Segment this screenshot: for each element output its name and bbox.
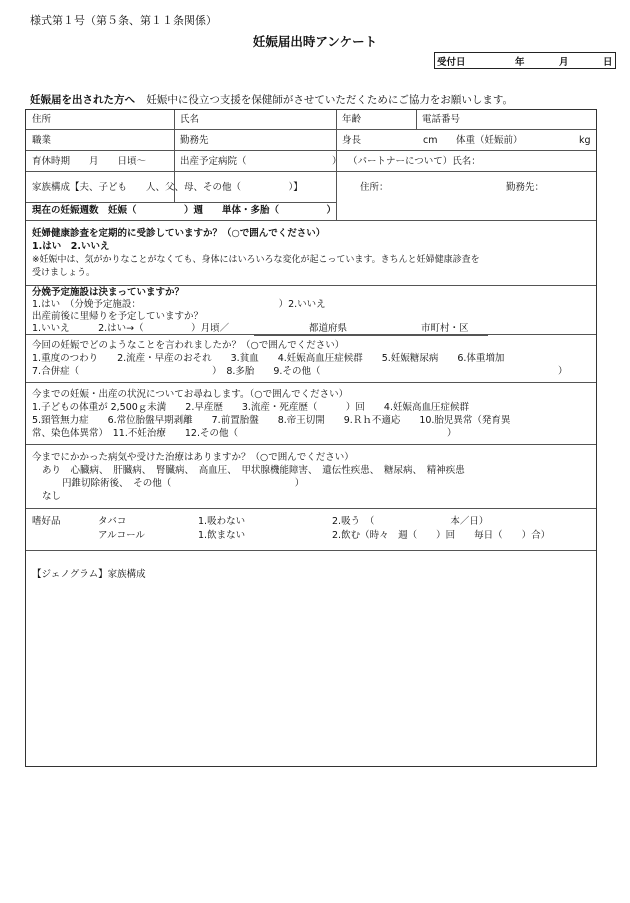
row-divider — [26, 202, 337, 203]
partner-address-label: 住所： — [360, 182, 389, 193]
delivery-facility-options: 1.はい （分娩予定施設： ）2.いいえ — [32, 299, 326, 310]
illness-options-1: あり 心臓病、 肝臓病、 腎臓病、 高血圧、 甲状腺機能障害、 遺伝性疾患、 糖尿病、 精神疾患 — [42, 465, 465, 476]
weight-label: 体重（妊娠前） — [456, 135, 523, 146]
return-home-options: 1.いいえ 2.はい→（ ）月頃／ — [32, 323, 230, 334]
name-label: 氏名 — [180, 114, 200, 125]
tobacco-option-2: 2.吸う （ 本／日） — [332, 516, 489, 527]
past-pregnancy-options-1: 1.子どもの体重が 2,500ｇ未満 2.早産歴 3.流産・死産歴（ ）回 4.妊娠高血圧症候群 — [32, 402, 469, 413]
row-divider — [26, 508, 596, 509]
occupation-label: 職業 — [32, 135, 52, 146]
tobacco-option-1: 1.吸わない — [198, 516, 246, 527]
illness-none: なし — [42, 491, 62, 502]
intro-lead: 妊娠届を出された方へ — [30, 94, 135, 106]
row-divider — [26, 171, 596, 172]
return-home-question: 出産前後に里帰りを予定していますか？ — [32, 311, 204, 322]
checkups-note: ※妊娠中は、気がかりなことがなくても、身体にはいろいろな変化が起こっています。きちんと妊婦健康診査を — [32, 255, 480, 265]
current-pregnancy-options-1: 1.重度のつわり 2.流産・早産のおそれ 3.貧血 4.妊娠高血圧症候群 5.妊娠糖尿病 6.体重増加 — [32, 353, 505, 364]
row-divider — [26, 129, 596, 130]
receipt-day: 日 — [603, 57, 613, 68]
questionnaire-form — [25, 109, 597, 767]
height-unit: cm — [423, 135, 438, 146]
habits-label: 嗜好品 — [32, 516, 61, 527]
receipt-date-box — [434, 52, 616, 69]
alcohol-label: アルコール — [98, 530, 145, 541]
pregnancy-weeks-label: 現在の妊娠週数 妊娠（ ）週 単体・多胎（ ） — [32, 205, 337, 216]
prefecture-label: 都道府県 — [309, 323, 348, 334]
address-label: 住所 — [32, 114, 52, 125]
delivery-facility-question: 分娩予定施設は決まっていますか？ — [32, 287, 185, 298]
checkups-note-cont: 受けましょう。 — [32, 268, 96, 278]
row-divider — [26, 285, 596, 286]
age-label: 年齢 — [342, 114, 362, 125]
form-number: 様式第１号（第５条、第１１条関係） — [30, 14, 217, 27]
receipt-month: 月 — [559, 57, 569, 68]
childcare-leave-label: 育休時期 月 日頃～ — [32, 156, 147, 167]
current-pregnancy-options-2: 7.合併症（ ） 8.多胎 9.その他（ ） — [32, 366, 568, 377]
page-title: 妊娠届出時アンケート — [252, 34, 378, 49]
planned-hospital-label: 出産予定病院（ ） — [180, 156, 342, 167]
checkups-options: 1.はい 2.いいえ — [32, 241, 110, 252]
partner-name-label: （パートナーについて）氏名： — [348, 156, 481, 167]
intro-line — [30, 92, 513, 107]
column-divider — [336, 110, 337, 150]
phone-label: 電話番号 — [422, 114, 461, 125]
return-home-underline — [254, 335, 488, 336]
row-divider — [26, 550, 596, 551]
column-divider — [416, 110, 417, 129]
current-pregnancy-question: 今回の妊娠でどのようなことを言われましたか？（○で囲んでください） — [32, 340, 345, 351]
alcohol-option-1: 1.飲まない — [198, 530, 246, 541]
workplace-label: 勤務先 — [180, 135, 209, 146]
past-pregnancy-options-2: 5.頸管無力症 6.常位胎盤早期剥離 7.前置胎盤 8.帝王切開 9.Ｒｈ不適応 10.胎児異常（発育異 — [32, 415, 511, 426]
genogram-label: 【ジェノグラム】家族構成 — [32, 569, 146, 580]
weight-unit: kg — [579, 135, 591, 146]
height-label: 身長 — [342, 135, 362, 146]
partner-workplace-label: 勤務先： — [506, 182, 545, 193]
alcohol-option-2: 2.飲む（時々 週（ ）回 毎日（ ）合） — [332, 530, 551, 541]
intro-text: 妊娠中に役立つ支援を保健師がさせていただくためにご協力をお願いします。 — [146, 94, 514, 106]
family-structure-label: 家族構成【夫、子ども 人、父、母、その他（ ）】 — [32, 182, 303, 193]
row-divider — [26, 220, 596, 221]
past-pregnancy-question: 今までの妊娠・出産の状況についてお尋ねします。（○で囲んでください） — [32, 389, 349, 400]
tobacco-label: タバコ — [98, 516, 127, 527]
column-divider — [174, 110, 175, 150]
past-pregnancy-options-3: 常、染色体異常） 11.不妊治療 12.その他（ ） — [32, 428, 457, 439]
row-divider — [26, 382, 596, 383]
receipt-label: 受付日 — [437, 57, 466, 68]
checkups-question: 妊婦健康診査を定期的に受診していますか？（○で囲んでください） — [32, 228, 326, 239]
illness-options-2: 円錐切除術後、 その他（ ） — [62, 478, 305, 489]
row-divider — [26, 150, 596, 151]
city-label: 市町村・区 — [421, 323, 469, 334]
receipt-year: 年 — [515, 57, 525, 68]
column-divider — [174, 150, 175, 202]
illness-question: 今までにかかった病気や受けた治療はありますか？（○で囲んでください） — [32, 452, 354, 463]
row-divider — [26, 444, 596, 445]
